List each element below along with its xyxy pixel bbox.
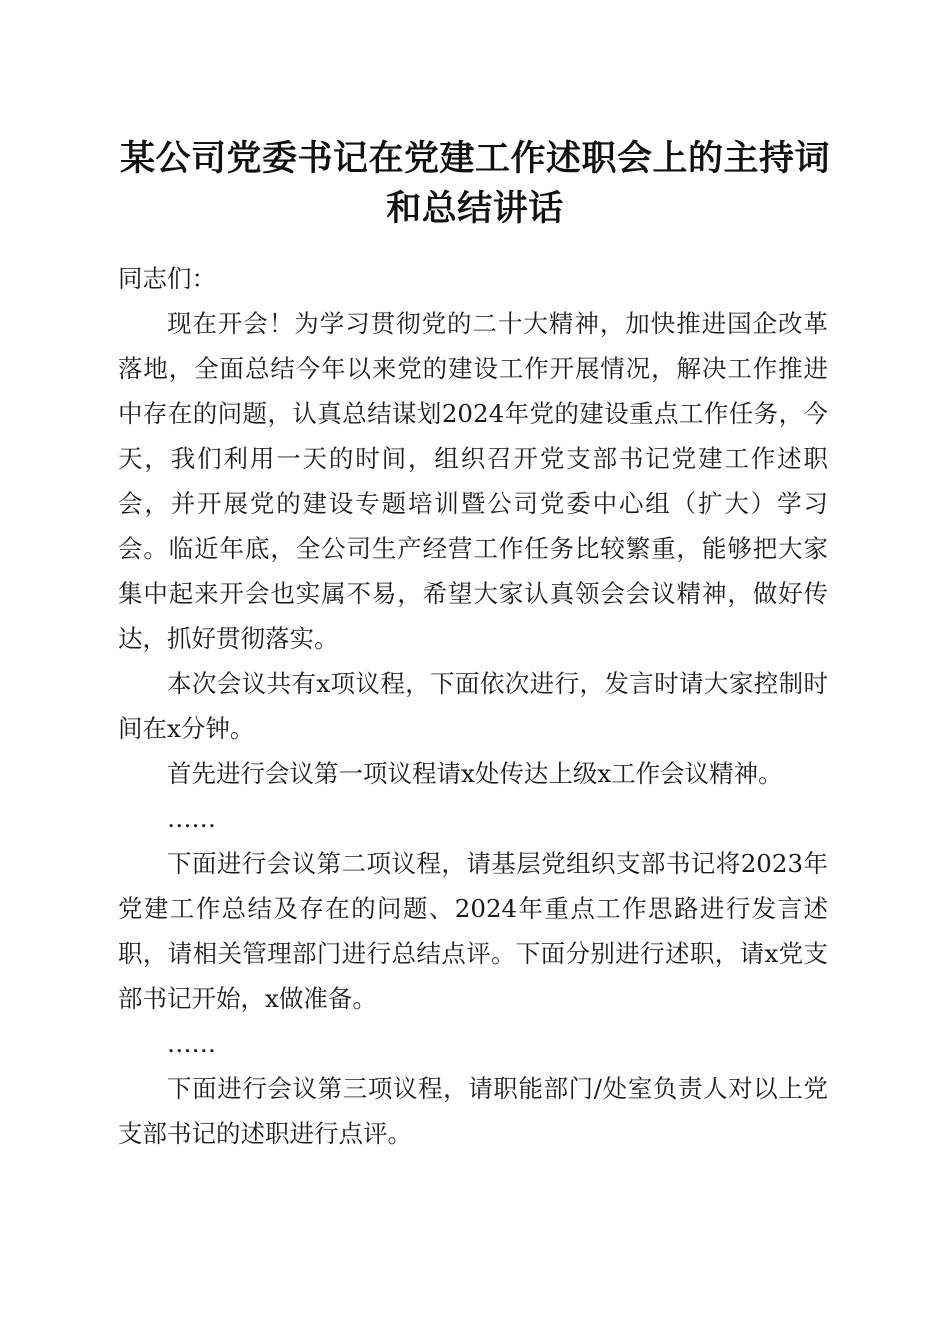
paragraph-agenda-item-3: 下面进行会议第三项议程，请职能部门/处室负责人对以上党支部书记的述职进行点评。	[118, 1074, 828, 1148]
document-body	[118, 256, 828, 1156]
paragraph-agenda-intro: 本次会议共有x项议程，下面依次进行，发言时请大家控制时间在x分钟。	[118, 669, 828, 743]
ellipsis-1: ……	[167, 804, 216, 833]
title-line-1: 某公司党委书记在党建工作述职会上的主持词	[119, 138, 830, 179]
paragraph-opening: 现在开会！为学习贯彻党的二十大精神，加快推进国企改革落地，全面总结今年以来党的建设工作开展情况，解决工作推进中存在的问题，认真总结谋划2024年党的建设重点工作任务，今天，我们利用一天的时间，组织召开党支部书记党建工作述职会，并开展党的建设专题培训暨公司党委中心组（扩大）学习会。临近年底，全公司生产经营工作任务比较繁重，能够把大家集中起来开会也实属不易，希望大家认真领会会议精神，做好传达，抓好贯彻落实。	[118, 309, 828, 653]
title-line-2: 和总结讲话	[386, 188, 564, 229]
salutation: 同志们：	[118, 264, 216, 293]
paragraph-agenda-item-1: 首先进行会议第一项议程请x处传达上级x工作会议精神。	[167, 759, 783, 788]
ellipsis-2: ……	[167, 1029, 216, 1058]
paragraph-agenda-item-2: 下面进行会议第二项议程，请基层党组织支部书记将2023年党建工作总结及存在的问题、2024年重点工作思路进行发言述职，请相关管理部门进行总结点评。下面分别进行述职，请x党支部书记开始，x做准备。	[118, 849, 828, 1013]
document-title	[100, 134, 850, 234]
